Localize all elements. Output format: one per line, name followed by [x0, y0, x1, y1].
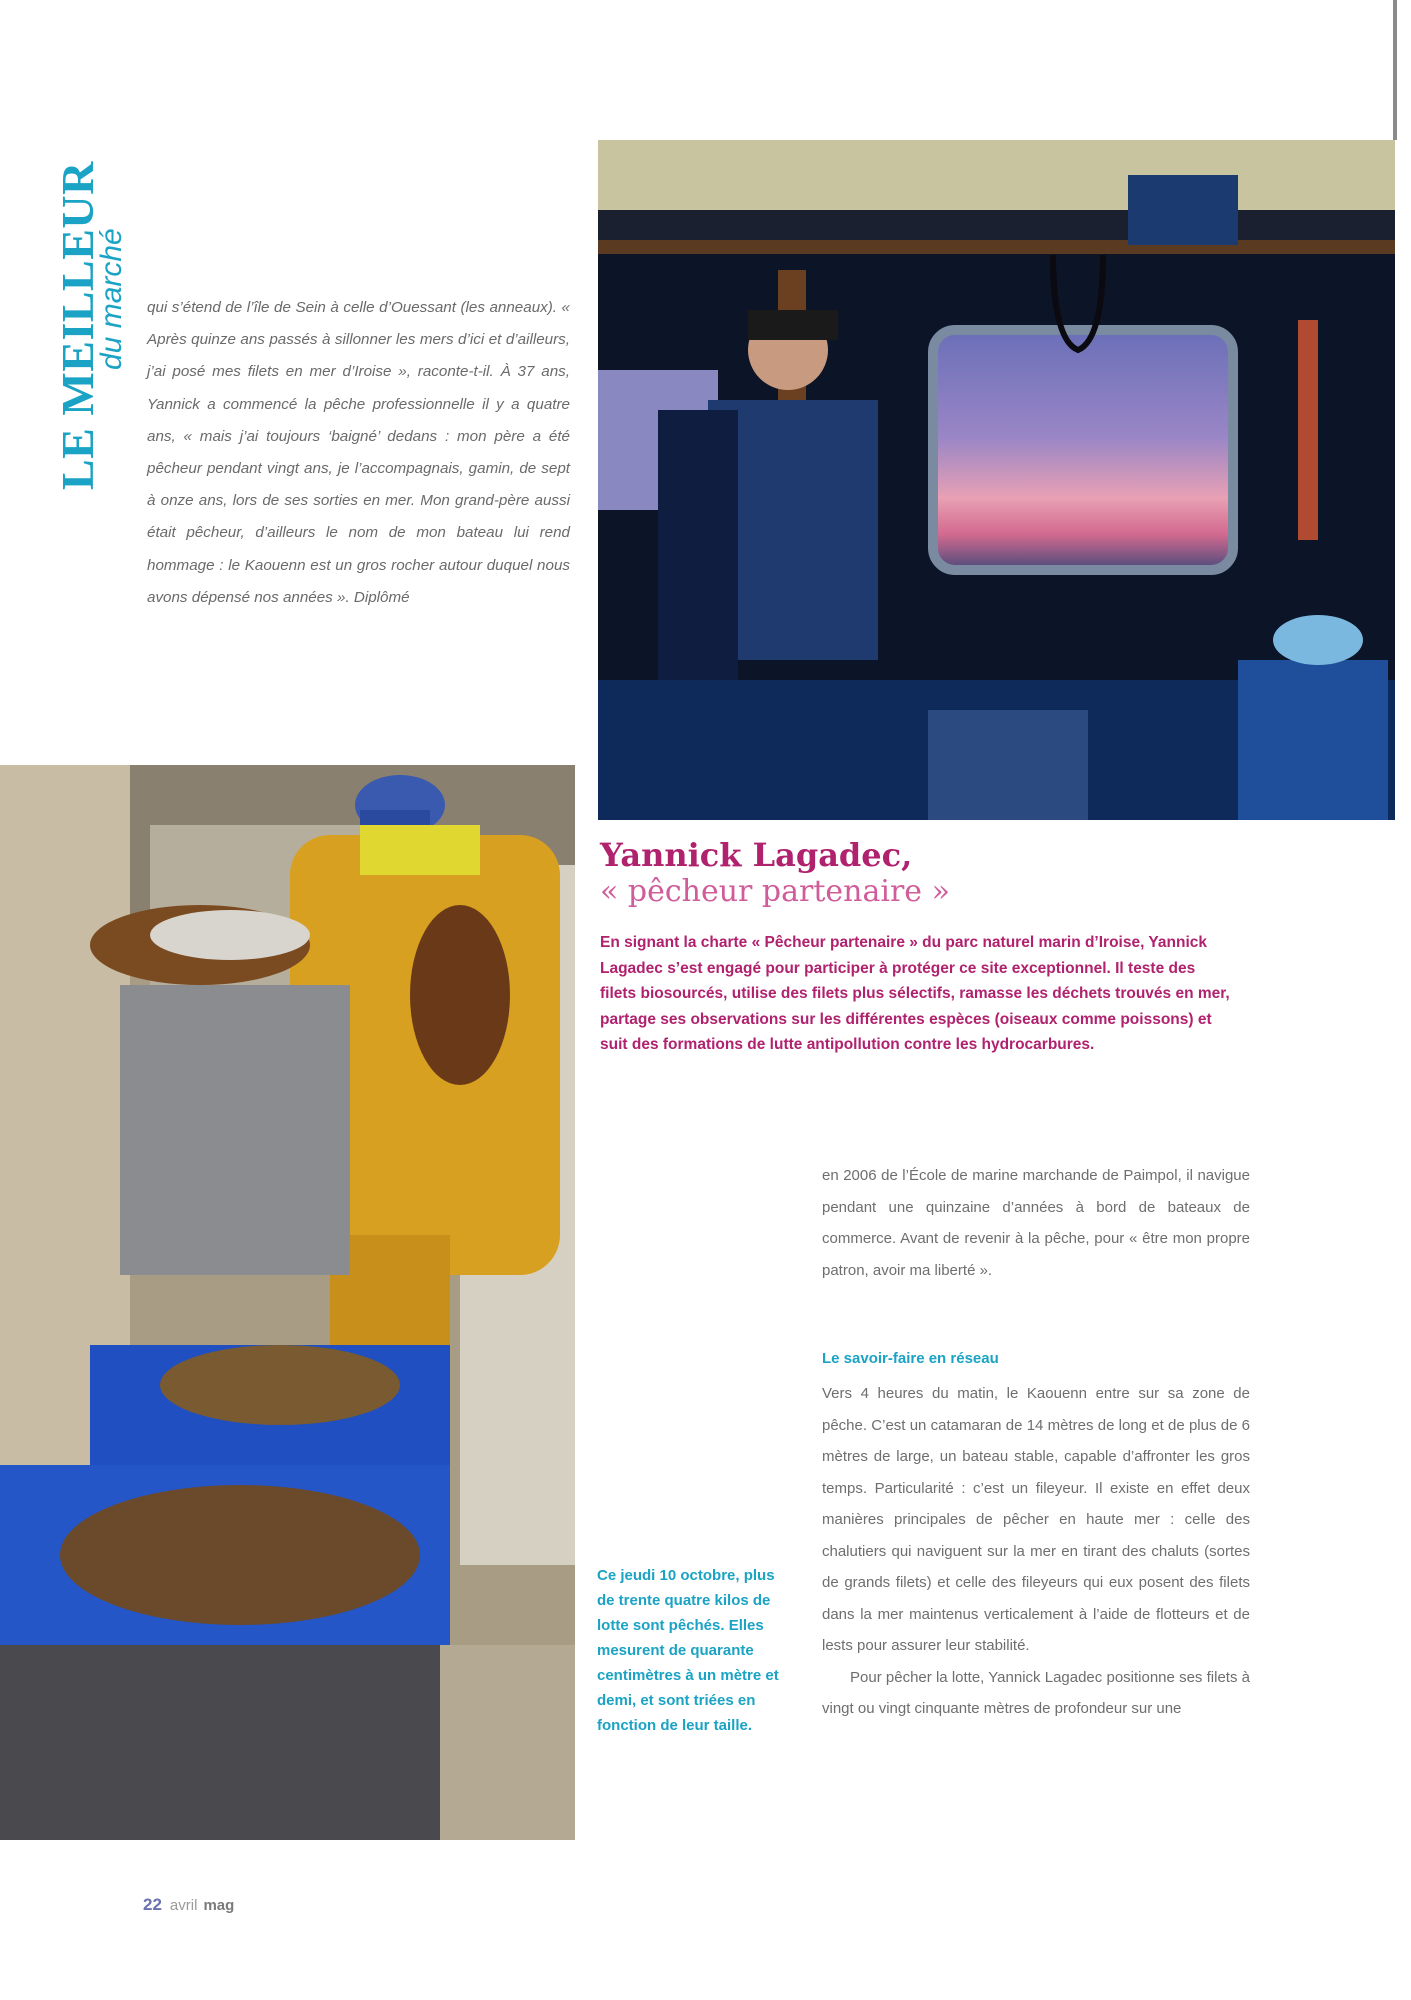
page-folio: [143, 1895, 234, 1915]
helm-photo-illustration: [598, 140, 1395, 820]
headline-name: Yannick Lagadec,: [600, 836, 913, 874]
page-number: 22: [143, 1895, 162, 1914]
article-headline: [600, 836, 1240, 910]
article-standfirst: En signant la charte « Pêcheur partenaire » du parc naturel marin d’Iroise, Yannick Lagadec s’est engagé pour participer à protéger ce site exceptionnel. Il teste des filets biosourcés, utilise des filets plus sélectifs, ramasse les déchets trouvés en mer, partage ses observations sur les différentes espèces (oiseaux comme poissons) et suit des formations de lutte antipollution contre les hydrocarbures.: [600, 934, 1230, 1053]
body-paragraph: Pour pêcher la lotte, Yannick Lagadec positionne ses filets à vingt ou vingt cinquante mètres de profondeur sur une: [822, 1668, 1250, 1717]
page-edge-divider: [1393, 0, 1397, 140]
section-title: LE MEILLEUR: [52, 161, 103, 490]
body-paragraph: Vers 4 heures du matin, le Kaouenn entre sur sa zone de pêche. C’est un catamaran de 14 mètres de long et de plus de 6 mètres de large, un bateau stable, capable d’affronter les gros temps. Particularité : c’est un fileyeur. Il existe en effet deux manières principales de pêcher en haute mer : celle des chalutiers qui naviguent sur la mer en tirant des chaluts (sortes de grands filets) et celle des fileyeurs qui eux posent des filets dans la mer maintenus verticalement à l’aide de flotteurs et de lests pour assurer leur stabilité.: [822, 1385, 1250, 1654]
sorting-photo-illustration: [0, 765, 575, 1840]
article-body: [822, 1378, 1250, 1725]
article-column-left: qui s’étend de l’île de Sein à celle d’Ouessant (les anneaux). « Après quinze ans passés à sillonner les mers d’ici et d’ailleurs, j’ai posé mes filets en mer d’Iroise », raconte-t-il. À 37 ans, Yannick a commencé la pêche professionnelle il y a quatre ans, « mais j’ai toujours ‘baigné’ dedans : mon père a été pêcheur pendant vingt ans, je l’accompagnais, gamin, de sept à onze ans, lors de ses sorties en mer. Mon grand-père aussi était pêcheur, d’ailleurs le nom de mon bateau lui rend hommage : le Kaouenn est un gros rocher autour duquel nous avons dépensé nos années ». Diplômé: [147, 299, 570, 606]
folio-label: avril: [169, 1897, 198, 1914]
photo-fisherman-helm: [598, 140, 1395, 820]
article-body-intro: en 2006 de l’École de marine marchande de Paimpol, il navigue pendant une quinzaine d’années à bord de bateaux de commerce. Avant de revenir à la pêche, pour « être mon propre patron, avoir ma liberté ».: [822, 1167, 1250, 1279]
photo-caption: Ce jeudi 10 octobre, plus de trente quatre kilos de lotte sont pêchés. Elles mesurent de quarante centimètres à un mètre et demi, et sont triées en fonction de leur taille.: [597, 1567, 779, 1734]
section-kicker: [52, 130, 145, 490]
article-subhead: Le savoir-faire en réseau: [822, 1350, 999, 1367]
folio-magazine: mag: [203, 1897, 235, 1914]
photo-fisherman-sorting: [0, 765, 575, 1840]
headline-quote: « pêcheur partenaire »: [600, 874, 950, 909]
section-subtitle: du marché: [95, 228, 128, 370]
